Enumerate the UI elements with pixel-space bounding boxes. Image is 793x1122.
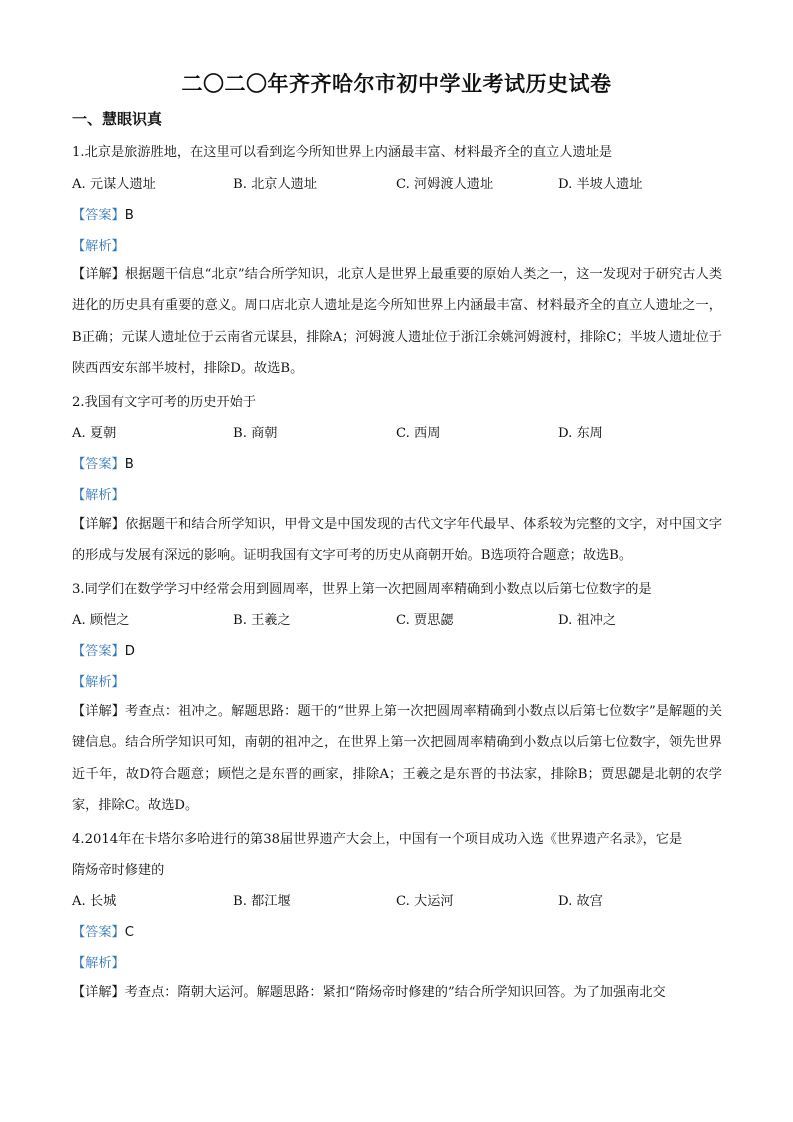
answer-label: 【答案】 bbox=[72, 208, 125, 223]
detail-text: 考查点：隋朝大运河。解题思路：紧扣“隋炀帝时修建的”结合所学知识回答。为了加强南北交 bbox=[124, 985, 666, 1000]
detail-text: 依据题干和结合所学知识，甲骨文是中国发现的古代文字年代最早、体系较为完整的文字，对中国文字的形成与发展有深远的影响。证明我国有文字可考的历史从商朝开始。B选项符合题意；故选B。 bbox=[72, 517, 723, 564]
detail-label: 【详解】 bbox=[72, 267, 126, 282]
question-3-option-c: C. 贾思勰 bbox=[396, 613, 454, 628]
question-4-option-a: A. 长城 bbox=[72, 894, 117, 909]
question-1-option-b: B. 北京人遗址 bbox=[233, 177, 318, 192]
question-2-option-d: D. 东周 bbox=[558, 426, 603, 441]
question-1-option-d: D. 半坡人遗址 bbox=[558, 177, 643, 192]
question-2-analysis bbox=[72, 484, 125, 503]
analysis-label: 【解析】 bbox=[72, 675, 125, 690]
detail-label: 【详解】 bbox=[72, 517, 126, 532]
question-1-option-a: A. 元谋人遗址 bbox=[72, 177, 156, 192]
question-3-option-b: B. 王羲之 bbox=[233, 613, 291, 628]
section-heading: 一、慧眼识真 bbox=[72, 110, 163, 128]
question-4-text-line2: 隋炀帝时修建的 bbox=[72, 863, 165, 878]
answer-value: C bbox=[124, 925, 134, 940]
answer-label: 【答案】 bbox=[72, 925, 125, 940]
analysis-label: 【解析】 bbox=[72, 239, 125, 254]
question-2-option-c: C. 西周 bbox=[396, 426, 441, 441]
question-1-analysis bbox=[72, 235, 125, 254]
detail-text: 考查点：祖冲之。解题思路：题干的“世界上第一次把圆周率精确到小数点以后第七位数字”是解题的关键信息。结合所学知识可知，南朝的祖冲之，在世界上第一次把圆周率精确到小数点以后第七位数字，领先世界近千年，故D符合题意；顾恺之是东晋的画家，排除A；王羲之是东晋的书法家，排除B；贾思勰是北朝的农学家，排除C。故选D。 bbox=[72, 704, 723, 813]
answer-value: D bbox=[124, 644, 135, 659]
analysis-label: 【解析】 bbox=[72, 488, 125, 503]
question-3-option-a: A. 顾恺之 bbox=[72, 613, 130, 628]
question-2-option-a: A. 夏朝 bbox=[72, 426, 117, 441]
analysis-label: 【解析】 bbox=[72, 956, 125, 971]
detail-text: 根据题干信息“北京”结合所学知识，北京人是世界上最重要的原始人类之一，这一发现对于研究古人类进化的历史具有重要的意义。周口店北京人遗址是迄今所知世界上内涵最丰富、材料最齐全的直立人遗址之一，B正确；元谋人遗址位于云南省元谋县，排除A；河姆渡人遗址位于浙江余姚河姆渡村，排除C；半坡人遗址位于陕西西安东部半坡村，排除D。故选B。 bbox=[72, 267, 723, 376]
question-2-detail bbox=[72, 509, 722, 572]
question-2-answer bbox=[72, 453, 134, 472]
question-3-analysis bbox=[72, 671, 125, 690]
question-3-answer bbox=[72, 640, 135, 659]
page-title: 二〇二〇年齐齐哈尔市初中学业考试历史试卷 bbox=[181, 72, 612, 96]
question-4-answer bbox=[72, 921, 134, 940]
answer-label: 【答案】 bbox=[72, 644, 125, 659]
question-4-detail bbox=[72, 977, 722, 1008]
question-4-text-line1: 4.2014年在卡塔尔多哈进行的第38届世界遗产大会上，中国有一个项目成功入选《世界遗产名录》，它是 bbox=[72, 832, 683, 847]
question-1-detail bbox=[72, 259, 722, 384]
question-1-answer bbox=[72, 204, 134, 223]
question-2-option-b: B. 商朝 bbox=[233, 426, 278, 441]
detail-label: 【详解】 bbox=[72, 704, 126, 719]
detail-label: 【详解】 bbox=[72, 985, 125, 1000]
question-4-option-b: B. 都江堰 bbox=[233, 894, 291, 909]
question-3-option-d: D. 祖冲之 bbox=[558, 613, 617, 628]
question-4-option-d: D. 故宫 bbox=[558, 894, 603, 909]
question-3-detail bbox=[72, 696, 722, 821]
question-4-analysis bbox=[72, 952, 125, 971]
answer-value: B bbox=[124, 208, 134, 223]
question-4-option-c: C. 大运河 bbox=[396, 894, 454, 909]
question-1-option-c: C. 河姆渡人遗址 bbox=[396, 177, 494, 192]
answer-label: 【答案】 bbox=[72, 457, 125, 472]
question-3-text: 3.同学们在数学学习中经常会用到圆周率，世界上第一次把圆周率精确到小数点以后第七位数字的是 bbox=[72, 582, 652, 597]
question-2-text: 2.我国有文字可考的历史开始于 bbox=[72, 395, 257, 410]
answer-value: B bbox=[124, 457, 134, 472]
question-1-text: 1.北京是旅游胜地，在这里可以看到迄今所知世界上内涵最丰富、材料最齐全的直立人遗址是 bbox=[72, 145, 613, 160]
